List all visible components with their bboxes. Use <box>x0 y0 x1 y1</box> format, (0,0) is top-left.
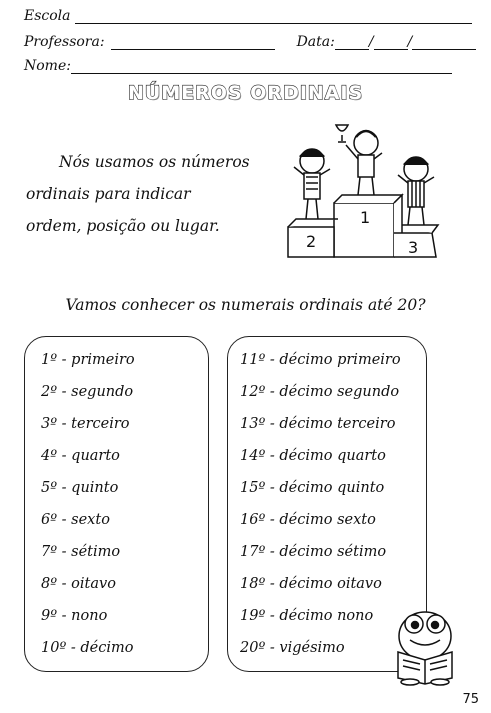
intro-line-1: Nós usamos os números <box>59 153 250 171</box>
school-line[interactable] <box>75 9 473 24</box>
list-item: 12º - décimo segundo <box>240 384 400 400</box>
list-item: 5º - quinto <box>41 480 119 496</box>
list-item: 13º - décimo terceiro <box>240 416 396 432</box>
ordinals-list-left <box>41 347 135 667</box>
list-item: 4º - quarto <box>41 448 120 464</box>
name-label: Nome: <box>24 58 71 74</box>
list-item: 20º - vigésimo <box>240 640 345 656</box>
date-month-line[interactable] <box>374 35 408 50</box>
list-item: 15º - décimo quinto <box>240 480 385 496</box>
list-item: 18º - décimo oitavo <box>240 576 382 592</box>
intro-line-2: ordinais para indicar <box>26 185 191 203</box>
teacher-date-field <box>24 34 476 50</box>
podium-children-illustration <box>282 115 442 260</box>
list-item: 9º - nono <box>41 608 108 624</box>
question-text: Vamos conhecer os numerais ordinais até 20? <box>65 296 426 314</box>
date-separator: / <box>368 34 374 50</box>
name-field <box>24 58 452 74</box>
date-label: Data: <box>296 34 335 50</box>
list-item: 3º - terceiro <box>41 416 130 432</box>
list-item: 16º - décimo sexto <box>240 512 376 528</box>
list-item: 2º - segundo <box>41 384 134 400</box>
teacher-line[interactable] <box>111 35 275 50</box>
date-separator: / <box>407 34 413 50</box>
ordinals-list-right <box>240 347 401 667</box>
list-item: 11º - décimo primeiro <box>240 352 401 368</box>
list-item: 7º - sétimo <box>41 544 121 560</box>
school-label: Escola <box>24 8 71 24</box>
ordinals-box-left <box>24 336 209 672</box>
page-number: 75 <box>462 692 479 707</box>
intro-line-3: ordem, posição ou lugar. <box>26 217 220 235</box>
list-item: 1º - primeiro <box>41 352 135 368</box>
teacher-label: Professora: <box>24 34 105 50</box>
podium-number-1: 1 <box>360 208 371 227</box>
list-item: 17º - décimo sétimo <box>240 544 387 560</box>
list-item: 10º - décimo <box>41 640 134 656</box>
reading-book-character <box>390 606 460 686</box>
school-field <box>24 8 472 24</box>
page-title: NÚMEROS ORDINAIS <box>127 82 364 104</box>
date-day-line[interactable] <box>335 35 369 50</box>
trophy-icon <box>336 125 348 142</box>
list-item: 14º - décimo quarto <box>240 448 386 464</box>
podium-number-3: 3 <box>408 238 419 257</box>
list-item: 19º - décimo nono <box>240 608 374 624</box>
intro-text <box>26 146 276 242</box>
date-year-line[interactable] <box>412 35 476 50</box>
name-line[interactable] <box>71 59 452 74</box>
list-item: 6º - sexto <box>41 512 110 528</box>
podium-number-2: 2 <box>306 232 317 251</box>
list-item: 8º - oitavo <box>41 576 116 592</box>
